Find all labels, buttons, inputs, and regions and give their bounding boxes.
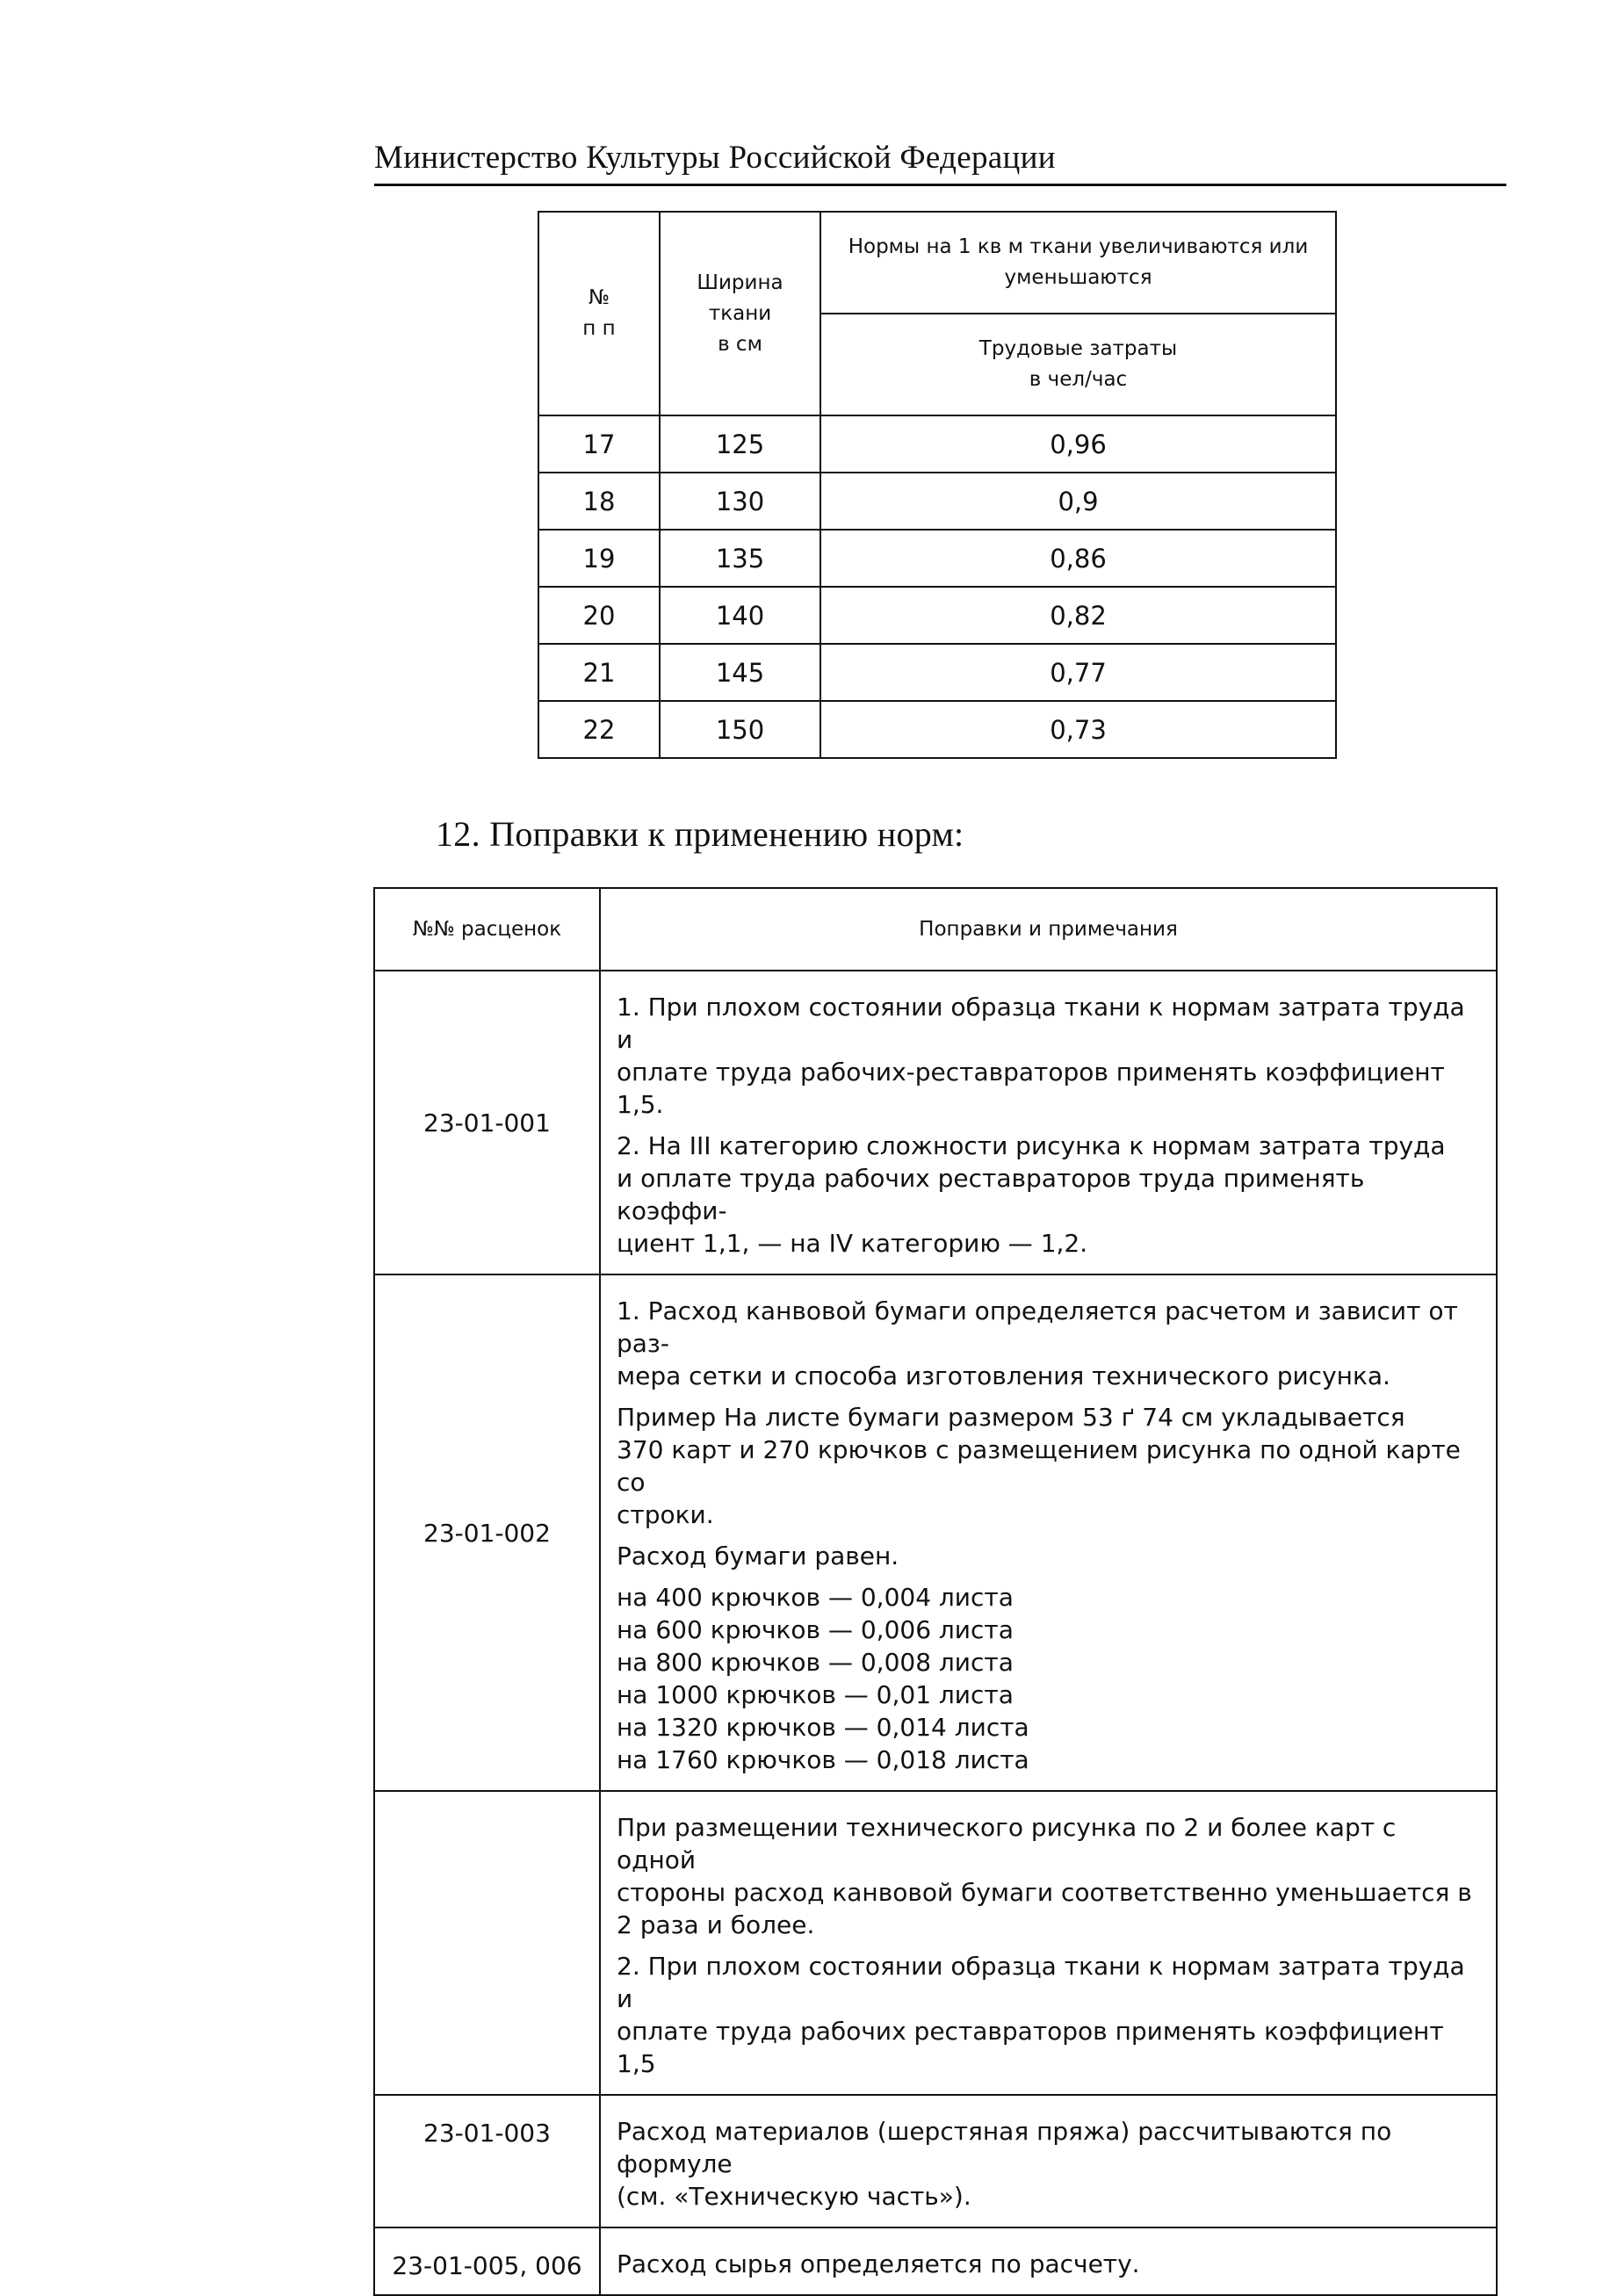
- note-line: 1. Расход канвовой бумаги определяется расчетом и зависит от раз-: [617, 1296, 1458, 1358]
- note-line: 2 раза и более.: [617, 1910, 815, 1939]
- note-line: строки.: [617, 1500, 714, 1529]
- fabric-width-norms-table: [538, 211, 1337, 759]
- note-paragraph: [617, 1811, 1480, 1941]
- cell-n: 17: [538, 415, 660, 473]
- note-paragraph: [617, 1295, 1480, 1392]
- note-paragraph: [617, 2248, 1480, 2280]
- note-paragraph: [617, 1401, 1480, 1531]
- table-row: [538, 415, 1336, 473]
- cell-width: 125: [660, 415, 820, 473]
- note-line: 2. При плохом состоянии образца ткани к нормам затрата труда и: [617, 1952, 1465, 2013]
- note-line: на 800 крючков — 0,008 листа: [617, 1648, 1014, 1677]
- cell-code: 23-01-003: [374, 2095, 600, 2227]
- note-line: (см. «Техническую часть»).: [617, 2182, 971, 2211]
- note-line: Пример На листе бумаги размером 53 ґ 74 см укладывается: [617, 1403, 1405, 1432]
- cell-labor: 0,96: [820, 415, 1336, 473]
- table-row: [538, 530, 1336, 587]
- cell-width: 145: [660, 644, 820, 701]
- cell-note: [600, 971, 1497, 1274]
- note-line: стороны расход канвовой бумаги соответственно уменьшается в: [617, 1878, 1472, 1907]
- column-header-norms-group: [820, 212, 1336, 314]
- column-header-width: [660, 212, 820, 415]
- note-line: 2. На III категорию сложности рисунка к нормам затрата труда: [617, 1131, 1446, 1160]
- cell-n: 21: [538, 644, 660, 701]
- note-paragraph: [617, 991, 1480, 1121]
- column-header-notes: Поправки и примечания: [600, 888, 1497, 971]
- cell-n: 20: [538, 587, 660, 644]
- cell-n: 19: [538, 530, 660, 587]
- cell-width: 135: [660, 530, 820, 587]
- table-row: [538, 701, 1336, 758]
- cell-labor: 0,73: [820, 701, 1336, 758]
- table-row: [374, 1274, 1497, 1791]
- cell-width: 140: [660, 587, 820, 644]
- note-line: 1. При плохом состоянии образца ткани к нормам затрата труда и: [617, 993, 1465, 1054]
- header-line: Трудовые затраты: [978, 337, 1178, 360]
- note-line: на 600 крючков — 0,006 листа: [617, 1615, 1014, 1644]
- note-line: Расход бумаги равен.: [617, 1541, 899, 1570]
- note-line: на 1000 крючков — 0,01 листа: [617, 1680, 1014, 1709]
- note-paragraph: [617, 1540, 1480, 1572]
- cell-code: 23-01-005, 006: [374, 2227, 600, 2295]
- header-line: п п: [582, 317, 616, 340]
- table-row: [538, 473, 1336, 530]
- cell-note: [600, 2227, 1497, 2295]
- note-paragraph: [617, 1581, 1480, 1776]
- header-line: в чел/час: [1029, 368, 1128, 391]
- cell-code: 23-01-001: [374, 971, 600, 1274]
- cell-n: 18: [538, 473, 660, 530]
- cell-note: [600, 1274, 1497, 1791]
- cell-labor: 0,9: [820, 473, 1336, 530]
- cell-code: [374, 1791, 600, 2095]
- note-line: оплате труда рабочих-реставраторов применять коэффициент 1,5.: [617, 1058, 1445, 1119]
- cell-width: 130: [660, 473, 820, 530]
- note-line: и оплате труда рабочих реставраторов труда применять коэффи-: [617, 1164, 1365, 1225]
- cell-width: 150: [660, 701, 820, 758]
- section-heading: 12. Поправки к применению норм:: [436, 814, 964, 854]
- cell-note: [600, 2095, 1497, 2227]
- column-header-labor: [820, 314, 1336, 415]
- note-line: мера сетки и способа изготовления технического рисунка.: [617, 1361, 1390, 1390]
- page-header-title: Министерство Культуры Российской Федерации: [374, 140, 1056, 176]
- header-line: уменьшаются: [1004, 266, 1152, 289]
- header-line: Ширина: [697, 271, 783, 294]
- column-header-codes: №№ расценок: [374, 888, 600, 971]
- note-paragraph: [617, 2115, 1480, 2213]
- note-line: 370 карт и 270 крючков с размещением рисунка по одной карте со: [617, 1435, 1461, 1497]
- note-line: циент 1,1, — на IV категорию — 1,2.: [617, 1229, 1088, 1258]
- table-row: [374, 971, 1497, 1274]
- header-rule: [374, 184, 1506, 186]
- note-line: на 1760 крючков — 0,018 листа: [617, 1745, 1029, 1774]
- cell-labor: 0,77: [820, 644, 1336, 701]
- cell-labor: 0,82: [820, 587, 1336, 644]
- table-row: [374, 1791, 1497, 2095]
- table-row: [538, 644, 1336, 701]
- note-line: При размещении технического рисунка по 2 и более карт с одной: [617, 1813, 1397, 1874]
- header-line: ткани: [708, 301, 772, 325]
- table-row: [538, 587, 1336, 644]
- note-line: оплате труда рабочих реставраторов применять коэффициент 1,5: [617, 2017, 1444, 2078]
- cell-code: 23-01-002: [374, 1274, 600, 1791]
- note-line: Расход материалов (шерстяная пряжа) рассчитываются по формуле: [617, 2117, 1392, 2178]
- header-line: №: [588, 286, 610, 309]
- cell-labor: 0,86: [820, 530, 1336, 587]
- norm-corrections-table: [373, 887, 1498, 2296]
- header-line: Нормы на 1 кв м ткани увеличиваются или: [848, 235, 1309, 258]
- table-row: [374, 2095, 1497, 2227]
- cell-n: 22: [538, 701, 660, 758]
- table-row: [374, 2227, 1497, 2295]
- note-line: Расход сырья определяется по расчету.: [617, 2249, 1140, 2278]
- header-line: в см: [718, 332, 762, 356]
- note-paragraph: [617, 1950, 1480, 2080]
- note-paragraph: [617, 1130, 1480, 1260]
- note-line: на 400 крючков — 0,004 листа: [617, 1583, 1014, 1612]
- cell-note: [600, 1791, 1497, 2095]
- column-header-number: [538, 212, 660, 415]
- note-line: на 1320 крючков — 0,014 листа: [617, 1713, 1029, 1742]
